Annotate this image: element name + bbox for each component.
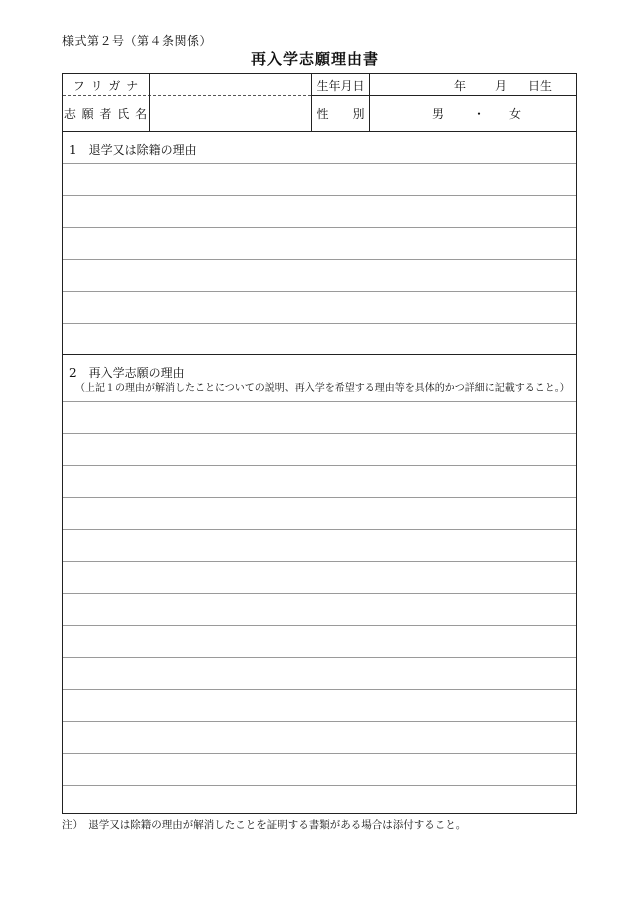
header-bottom-border <box>63 131 576 132</box>
footnote: 注） 退学又は除籍の理由が解消したことを証明する書類がある場合は添付すること。 <box>62 819 467 831</box>
section-divider <box>63 354 576 355</box>
section1-writing-area[interactable] <box>63 163 576 354</box>
gender-separator: ・ <box>473 107 486 121</box>
section2-writing-area[interactable] <box>63 401 576 812</box>
birthdate-month-unit: 月 <box>495 78 508 93</box>
form-frame <box>62 73 577 814</box>
applicant-name-field[interactable] <box>150 97 310 130</box>
birthdate-label: 生年月日 <box>316 78 365 93</box>
page-title: 再入学志願理由書 <box>250 50 379 68</box>
right-label-column-divider <box>369 74 370 131</box>
birthdate-year-unit: 年 <box>454 78 467 93</box>
gender-field[interactable] <box>370 96 576 131</box>
birthdate-field[interactable] <box>370 74 576 96</box>
applicant-name-label: 志 願 者 氏 名 <box>63 107 149 121</box>
birthdate-day-unit: 日生 <box>528 78 553 93</box>
furigana-field[interactable] <box>150 75 310 95</box>
birthdate-divider <box>311 95 576 96</box>
section2-note: （上記１の理由が解消したことについての説明、再入学を希望する理由等を具体的かつ詳細に記載すること。） <box>75 383 570 394</box>
gender-male-option[interactable]: 男 <box>432 107 445 121</box>
furigana-label: フ リ ガ ナ <box>72 78 140 93</box>
form-number: 様式第２号（第４条関係） <box>62 34 213 48</box>
furigana-divider <box>63 95 311 96</box>
gender-label: 性 別 <box>316 107 365 121</box>
label-column-divider <box>149 74 150 131</box>
section1-label: 1 退学又は除籍の理由 <box>69 143 197 157</box>
section2-label: 2 再入学志願の理由 <box>69 366 185 380</box>
gender-female-option[interactable]: 女 <box>509 107 522 121</box>
middle-column-divider <box>311 74 312 131</box>
